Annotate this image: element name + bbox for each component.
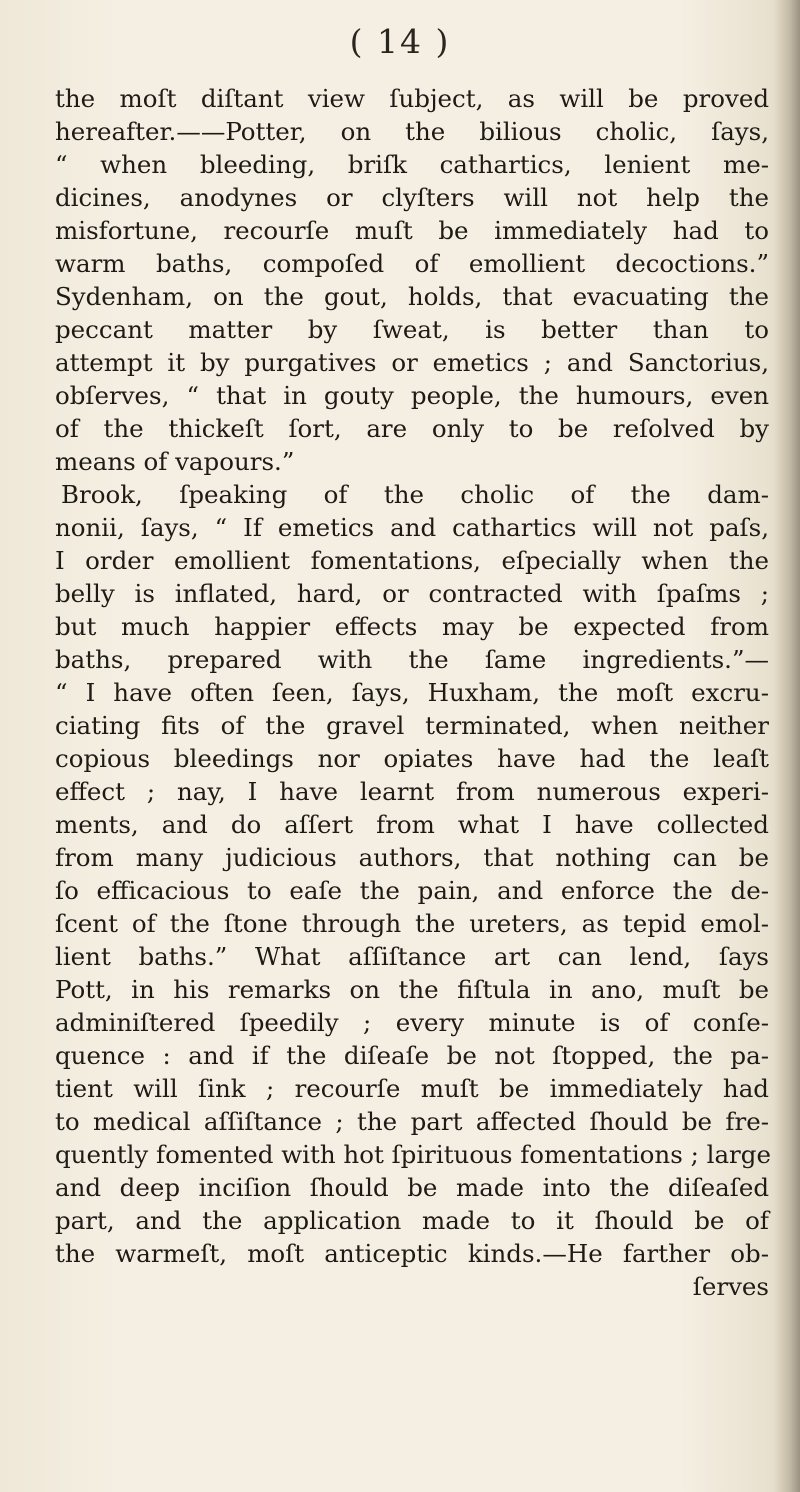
page-edge-shadow — [774, 0, 800, 1492]
text-line: ments, and do aſſert from what I have collected — [55, 810, 769, 839]
text-line: copious bleedings nor opiates have had the leaſt — [55, 744, 769, 773]
text-line: Sydenham, on the gout, holds, that evacuating the — [55, 282, 769, 311]
catchword: ſerves — [692, 1272, 769, 1301]
text-line: “ I have often ſeen, ſays, Huxham, the moſt excru- — [55, 678, 769, 707]
text-line: the moſt diſtant view ſubject, as will be proved — [55, 84, 769, 113]
text-line: dicines, anodynes or clyſters will not help the — [55, 183, 769, 212]
text-line: quently fomented with hot ſpirituous fomentations ; large — [55, 1140, 771, 1169]
text-line: baths, prepared with the ſame ingredients.”— — [55, 645, 769, 674]
text-line: means of vapours.” — [55, 447, 295, 476]
text-line: and deep inciſion ſhould be made into the diſeaſed — [55, 1173, 769, 1202]
text-line: from many judicious authors, that nothing can be — [55, 843, 769, 872]
text-line: quence : and if the diſeaſe be not ſtopped, the pa- — [55, 1041, 769, 1070]
text-line: effect ; nay, I have learnt from numerous experi- — [55, 777, 769, 806]
text-line: part, and the application made to it ſhould be of — [55, 1206, 769, 1235]
text-line: attempt it by purgatives or emetics ; and Sanctorius, — [55, 348, 769, 377]
text-line: ciating fits of the gravel terminated, when neither — [55, 711, 769, 740]
text-line: obſerves, “ that in gouty people, the humours, even — [55, 381, 769, 410]
body-text — [55, 82, 769, 1303]
text-line: Pott, in his remarks on the fiſtula in ano, muſt be — [55, 975, 769, 1004]
text-line: the warmeſt, moſt anticeptic kinds.—He farther ob- — [55, 1239, 769, 1268]
text-line: misfortune, recourſe muſt be immediately had to — [55, 216, 769, 245]
text-line: warm baths, compoſed of emollient decoctions.” — [55, 249, 769, 278]
text-line: adminiſtered ſpeedily ; every minute is of conſe- — [55, 1008, 769, 1037]
text-line: peccant matter by ſweat, is better than to — [55, 315, 769, 344]
text-line: to medical aſſiſtance ; the part affected ſhould be fre- — [55, 1107, 769, 1136]
page-number: ( 14 ) — [349, 22, 451, 61]
text-line: I order emollient fomentations, eſpecially when the — [55, 546, 769, 575]
text-line: hereafter.——Potter, on the bilious cholic, ſays, — [55, 117, 769, 146]
text-line: but much happier effects may be expected from — [55, 612, 769, 641]
text-line: ſo efficacious to eaſe the pain, and enforce the de- — [55, 876, 769, 905]
text-line: “ when bleeding, briſk cathartics, lenient me- — [55, 150, 769, 179]
text-line: of the thickeſt ſort, are only to be reſolved by — [55, 414, 769, 443]
text-line: lient baths.” What aſſiſtance art can lend, ſays — [55, 942, 769, 971]
text-line: ſcent of the ſtone through the ureters, as tepid emol- — [55, 909, 769, 938]
text-line: Brook, ſpeaking of the cholic of the dam- — [61, 480, 769, 509]
text-line: tient will ſink ; recourſe muſt be immediately had — [55, 1074, 769, 1103]
text-line: belly is inflated, hard, or contracted with ſpaſms ; — [55, 579, 769, 608]
text-line: nonii, ſays, “ If emetics and cathartics will not paſs, — [55, 513, 769, 542]
